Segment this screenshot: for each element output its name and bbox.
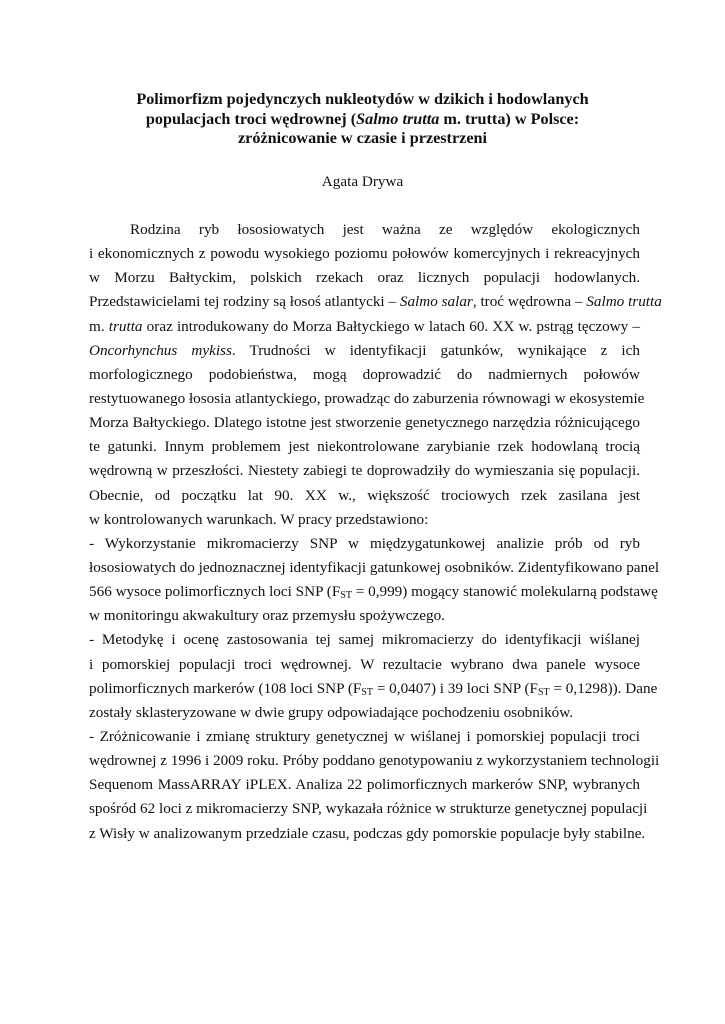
body-line — [89, 290, 662, 314]
text-span: polimorficznych markerów (108 loci SNP (F — [89, 679, 362, 697]
subscript: ST — [537, 686, 550, 698]
author-name: Agata Drywa — [321, 173, 404, 190]
body-line: - Wykorzystanie mikromacierzy SNP w międzygatunkowej analizie prób od ryb — [89, 534, 640, 552]
text-span: m. — [89, 317, 109, 335]
text-span: , troć wędrowna – — [472, 293, 587, 311]
body-line: Morza Bałtyckiego. Dlatego istotne jest stworzenie genetycznego narzędzia różnicującego — [89, 414, 640, 432]
body-line: i ekonomicznych z powodu wysokiego poziomu połowów komercyjnych i rekreacyjnych — [89, 245, 640, 263]
title-line-2-end: m. trutta) w Polsce: — [439, 109, 580, 128]
text-span: oraz introdukowany do Morza Bałtyckiego w latach 60. XX w. pstrąg tęczowy – — [142, 317, 640, 335]
subscript: ST — [361, 686, 374, 698]
body-line — [89, 315, 640, 339]
text-span: = 0,999) mogący stanowić molekularną podstawę — [351, 583, 658, 601]
species-name: Salmo trutta — [586, 293, 662, 311]
body-line: Sequenom MassARRAY iPLEX. Analiza 22 polimorficznych markerów SNP, wybranych — [89, 776, 640, 794]
body-line: w kontrolowanych warunkach. W pracy przedstawiono: — [89, 510, 429, 528]
body-line — [89, 580, 658, 604]
body-line: Rodzina ryb łososiowatych jest ważna ze względów ekologicznych — [130, 221, 640, 238]
title-line-1: Polimorfizm pojedynczych nukleotydów w dzikich i hodowlanych — [136, 90, 589, 108]
text-span: = 0,1298)). Dane — [549, 679, 658, 697]
species-name: Salmo salar — [399, 293, 473, 311]
body-line: łososiowatych do jednoznacznej identyfikacji gatunkowej osobników. Zidentyfikowano panel — [89, 558, 660, 576]
body-line: i pomorskiej populacji troci wędrownej. W rezultacie wybrano dwa panele wysoce — [89, 655, 640, 673]
text-span: = 0,0407) i 39 loci SNP (F — [373, 679, 538, 697]
text-span: Przedstawicielami tej rodziny są łosoś atlantycki – — [89, 293, 400, 311]
body-line: spośród 62 loci z mikromacierzy SNP, wykazała różnice w strukturze genetycznej populacji — [89, 800, 648, 818]
text-span: . Trudności w identyfikacji gatunków, wynikające z ich — [231, 341, 640, 359]
subscript: ST — [340, 590, 352, 602]
body-line: z Wisły w analizowanym przedziale czasu, podczas gdy pomorskie populacje były stabilne. — [89, 824, 646, 842]
body-line: - Zróżnicowanie i zmianę struktury genetycznej w wiślanej i pomorskiej populacji troci — [89, 727, 640, 745]
body-line — [89, 339, 640, 363]
body-line: - Metodykę i ocenę zastosowania tej samej mikromacierzy do identyfikacji wiślanej — [89, 631, 640, 649]
abstract-body — [89, 218, 662, 846]
body-line: w Morzu Bałtyckim, polskich rzekach oraz licznych populacji hodowlanych. — [89, 269, 640, 287]
title-line-2 — [90, 110, 635, 130]
body-line: zostały sklasteryzowane w dwie grupy odpowiadające pochodzeniu osobników. — [89, 703, 574, 721]
body-line: Obecnie, od początku lat 90. XX w., większość trociowych rzek zasilana jest — [89, 486, 640, 504]
species-name: Oncorhynchus mykiss — [89, 341, 232, 359]
body-line: w monitoringu akwakultury oraz przemysłu spożywczego. — [89, 607, 445, 625]
body-line: wędrowną w przeszłości. Niestety zabiegi te doprowadziły do wymieszania się populacji. — [89, 462, 640, 480]
species-name: trutta — [108, 317, 143, 335]
body-line: restytuowanego łososia atlantyckiego, prowadząc do zaburzenia równowagi w ekosystemie — [89, 389, 645, 407]
body-line: morfologicznego podobieństwa, mogą doprowadzić do nadmiernych połowów — [89, 365, 640, 383]
paper-title — [90, 90, 635, 149]
body-line: te gatunki. Innym problemem jest niekontrolowane zarybianie rzek hodowlaną trocią — [89, 438, 640, 456]
title-species-name: Salmo trutta — [356, 109, 440, 128]
title-line-2-start: populacjach troci wędrownej ( — [145, 109, 357, 128]
body-line — [89, 677, 658, 701]
text-span: 566 wysoce polimorficznych loci SNP (F — [89, 583, 341, 601]
body-line: wędrownej z 1996 i 2009 roku. Próby poddano genotypowaniu z wykorzystaniem technologii — [89, 752, 660, 770]
title-line-3: zróżnicowanie w czasie i przestrzeni — [237, 129, 488, 147]
